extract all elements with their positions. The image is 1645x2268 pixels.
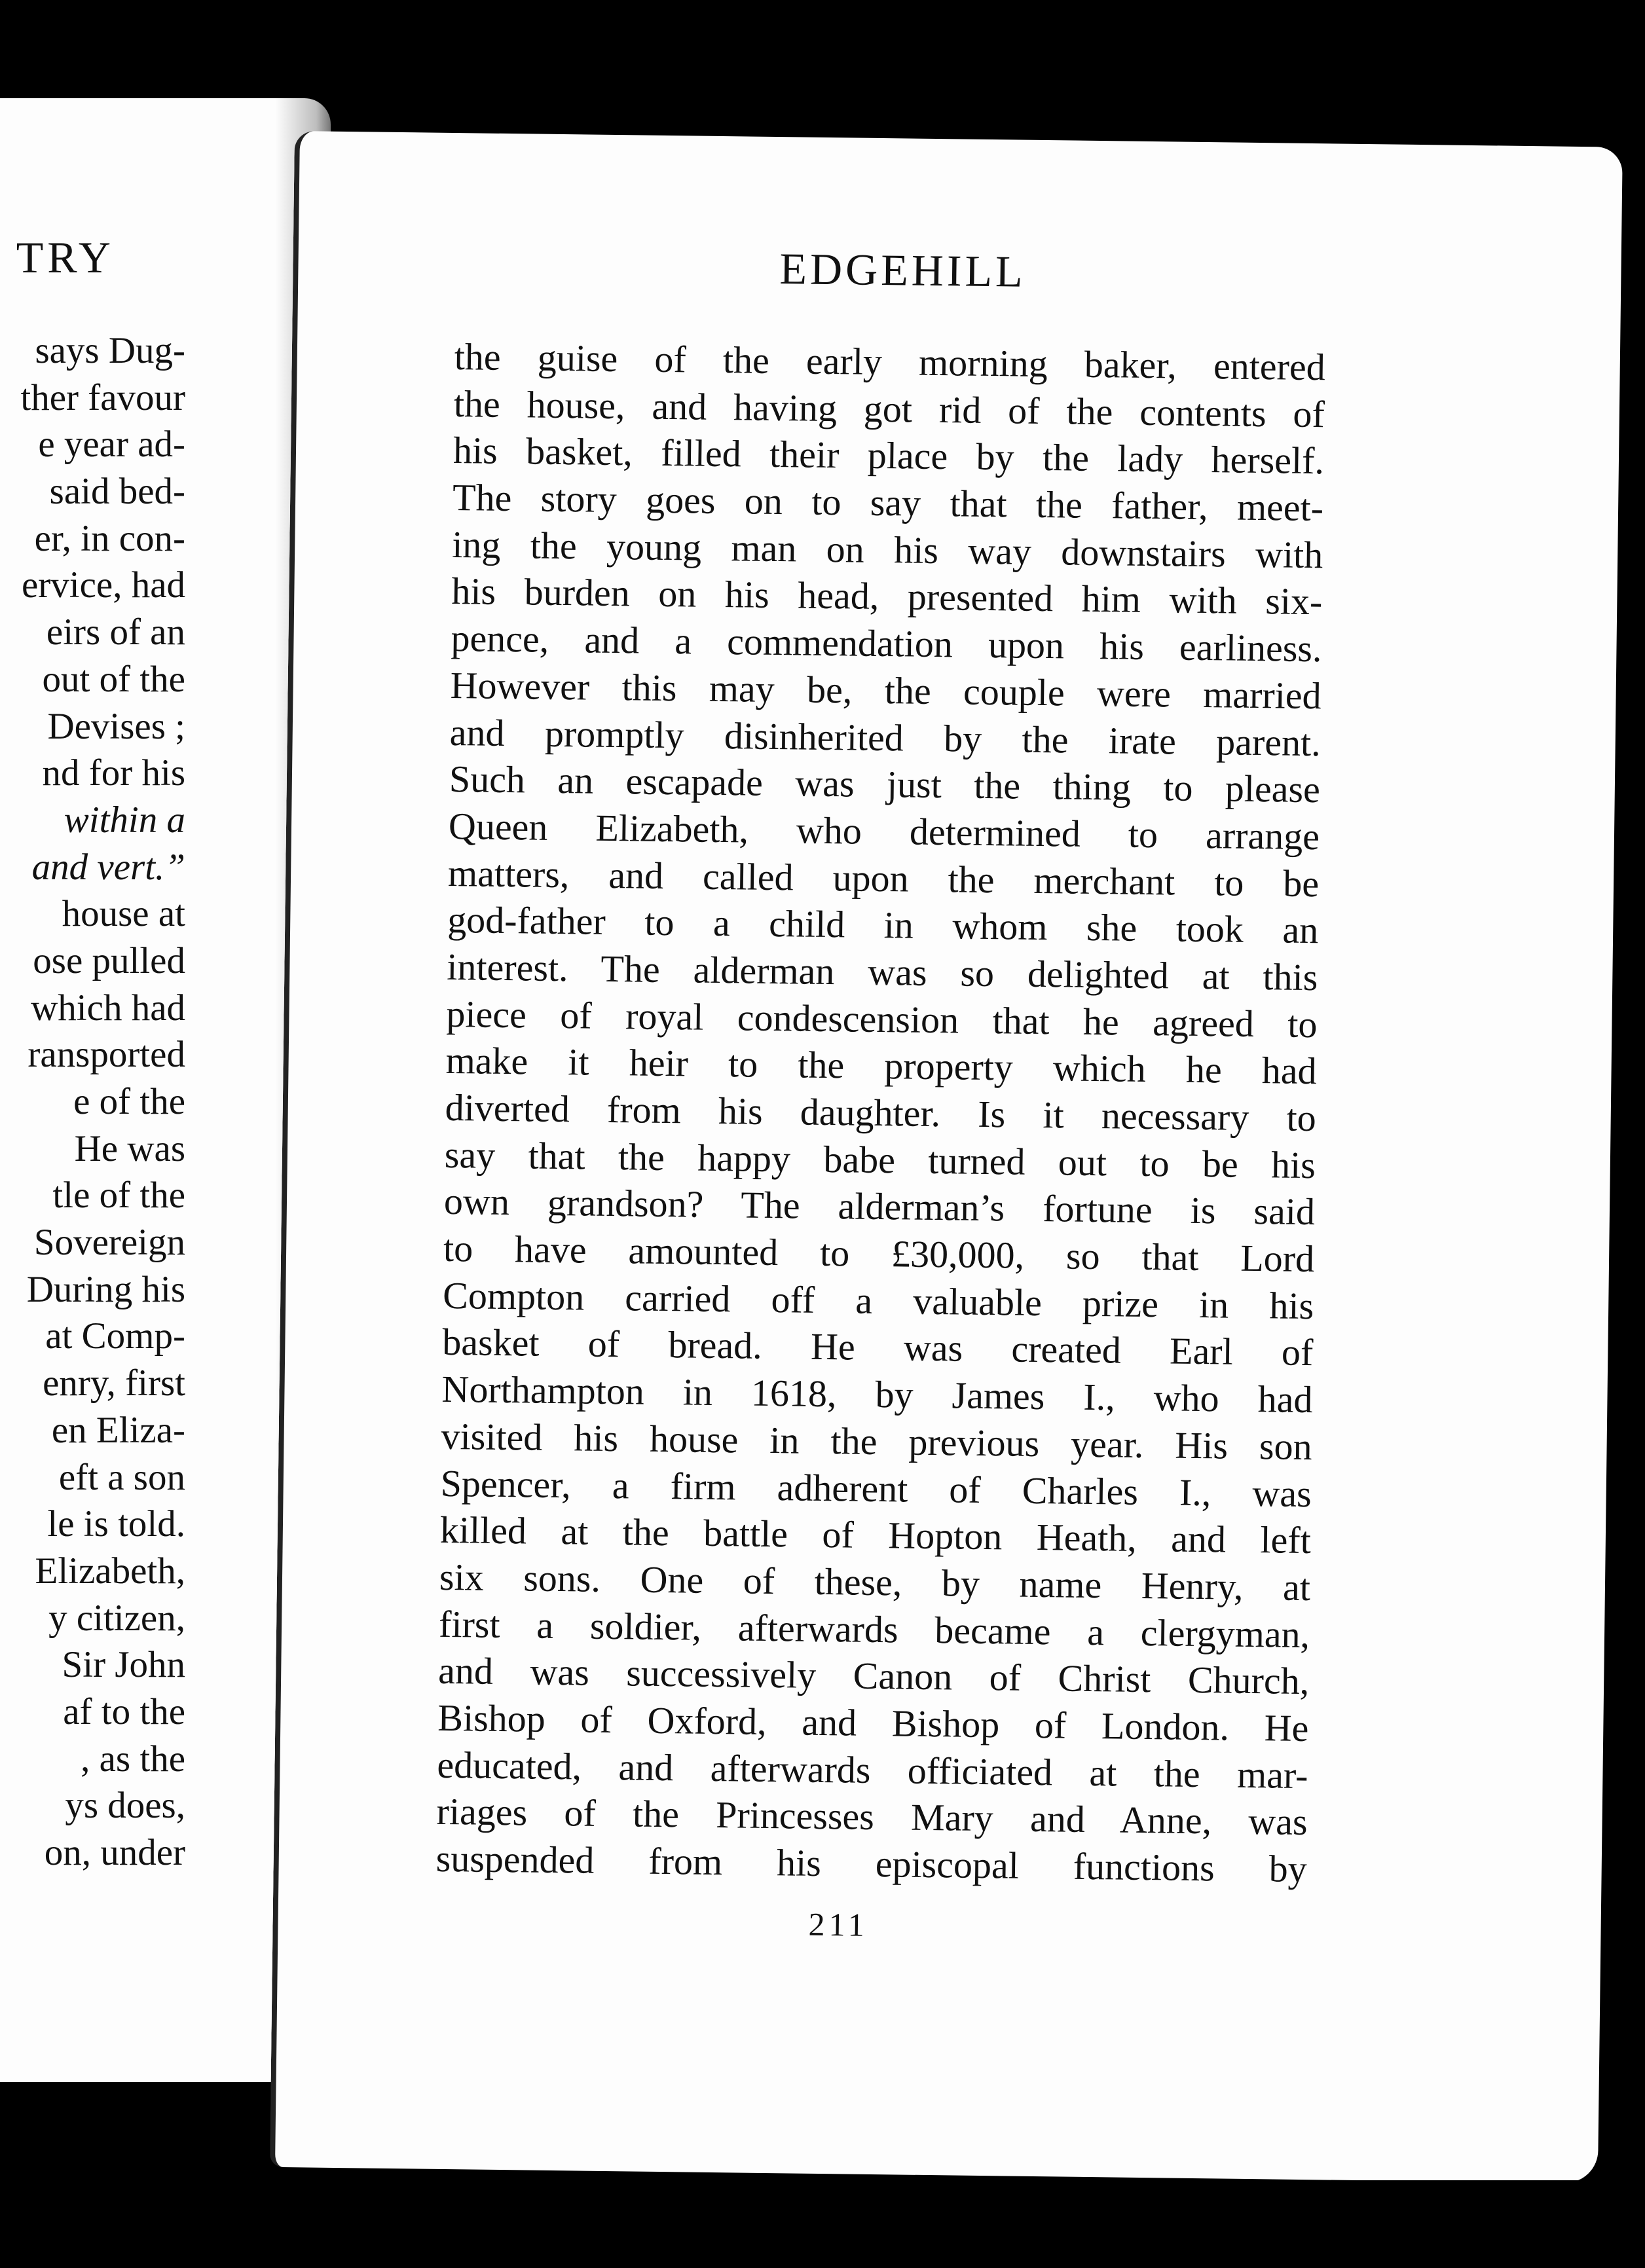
text-line: piece of royal condescension that he agreed to bbox=[446, 992, 1318, 1046]
text-line: The story goes on to say that the father, meet- bbox=[452, 476, 1324, 530]
text-line: eft a son bbox=[58, 1456, 185, 1498]
text-line: at Comp- bbox=[45, 1315, 185, 1357]
text-line: However this may be, the couple were married bbox=[450, 663, 1322, 718]
text-line: said bed- bbox=[49, 471, 185, 513]
text-line: out of the bbox=[42, 658, 185, 700]
text-line: en Eliza- bbox=[51, 1409, 185, 1451]
left-page-text bbox=[0, 327, 185, 1876]
text-line: Queen Elizabeth, who determined to arrange bbox=[448, 804, 1320, 858]
text-line: house at bbox=[62, 893, 185, 935]
text-line: Sir John bbox=[62, 1644, 185, 1686]
text-line: le is told. bbox=[47, 1503, 185, 1545]
text-line: killed at the battle of Hopton Heath, and left bbox=[439, 1509, 1312, 1562]
text-line: interest. The alderman was so delighted at this bbox=[447, 945, 1318, 999]
right-running-head: EDGEHILL bbox=[779, 244, 1027, 297]
text-line: the house, and having got rid of the contents of bbox=[453, 382, 1325, 435]
text-line: six sons. One of these, by name Henry, at bbox=[439, 1555, 1311, 1609]
text-line: Compton carried off a valuable prize in his bbox=[442, 1273, 1314, 1327]
text-line: Devises ; bbox=[47, 705, 185, 747]
text-line: Elizabeth, bbox=[35, 1550, 185, 1592]
text-line: his basket, filled their place by the lady herself. bbox=[453, 429, 1325, 483]
text-line: Northampton in 1618, by James I., who had bbox=[441, 1368, 1313, 1421]
text-line: Spencer, a firm adherent of Charles I., was bbox=[440, 1461, 1312, 1515]
text-line: eirs of an bbox=[46, 612, 185, 653]
text-line: which had bbox=[31, 987, 185, 1029]
text-line: tle of the bbox=[52, 1175, 185, 1216]
text-line: within a bbox=[64, 799, 185, 841]
text-line: god-father to a child in whom she took an bbox=[447, 898, 1319, 952]
text-line: matters, and called upon the merchant to be bbox=[447, 851, 1320, 905]
text-line: the guise of the early morning baker, entered bbox=[454, 335, 1326, 389]
text-line: e year ad- bbox=[38, 424, 185, 466]
scan-background bbox=[0, 2180, 1645, 2268]
text-line: pence, and a commendation upon his earliness. bbox=[451, 617, 1322, 670]
text-line: Sovereign bbox=[33, 1222, 185, 1264]
text-line: own grandson? The alderman’s fortune is said bbox=[443, 1180, 1316, 1234]
text-line: visited his house in the previous year. His son bbox=[441, 1414, 1312, 1468]
right-page bbox=[270, 131, 1623, 2184]
text-line: enry, first bbox=[43, 1363, 185, 1404]
text-line: says Dug- bbox=[35, 330, 185, 371]
text-line: to have amounted to £30,000, so that Lord bbox=[443, 1226, 1315, 1281]
text-line: diverted from his daughter. Is it necessary to bbox=[445, 1086, 1317, 1140]
text-line: nd for his bbox=[42, 752, 185, 794]
text-line: Such an escapade was just the thing to please bbox=[449, 758, 1321, 811]
text-line: on, under bbox=[44, 1832, 185, 1873]
text-line: first a soldier, afterwards became a clergyman, bbox=[438, 1602, 1310, 1656]
text-line: riages of the Princesses Mary and Anne, was bbox=[436, 1790, 1308, 1844]
text-line: and was successively Canon of Christ Church, bbox=[437, 1649, 1310, 1703]
text-line: his burden on his head, presented him with six- bbox=[451, 570, 1323, 623]
text-line: y citizen, bbox=[48, 1597, 185, 1639]
text-line: ransported bbox=[28, 1034, 185, 1076]
text-line: suspended from his episcopal functions by bbox=[435, 1837, 1308, 1891]
page-number: 211 bbox=[808, 1905, 869, 1943]
text-line: ose pulled bbox=[33, 940, 185, 981]
text-line: basket of bread. He was created Earl of bbox=[442, 1321, 1314, 1374]
text-line: , as the bbox=[81, 1738, 185, 1780]
text-line: Bishop of Oxford, and Bishop of London. He bbox=[437, 1696, 1309, 1750]
text-line: er, in con- bbox=[34, 517, 185, 559]
text-line: af to the bbox=[63, 1691, 185, 1732]
text-line: During his bbox=[26, 1268, 185, 1310]
text-line: ing the young man on his way downstairs with bbox=[451, 522, 1323, 576]
text-line: ervice, had bbox=[21, 564, 185, 606]
text-line: say that the happy babe turned out to be his bbox=[444, 1133, 1316, 1186]
text-line: and promptly disinherited by the irate parent. bbox=[449, 710, 1322, 764]
text-line: ys does, bbox=[65, 1785, 185, 1827]
text-line: make it heir to the property which he had bbox=[445, 1039, 1317, 1093]
right-page-text bbox=[435, 333, 1325, 1893]
text-line: ther favour bbox=[20, 376, 185, 418]
text-line: He was bbox=[74, 1127, 185, 1169]
text-line: and vert.” bbox=[31, 846, 185, 888]
left-running-head: TRY bbox=[16, 232, 115, 282]
text-line: educated, and afterwards officiated at the mar- bbox=[437, 1743, 1308, 1797]
text-line: e of the bbox=[73, 1081, 185, 1122]
